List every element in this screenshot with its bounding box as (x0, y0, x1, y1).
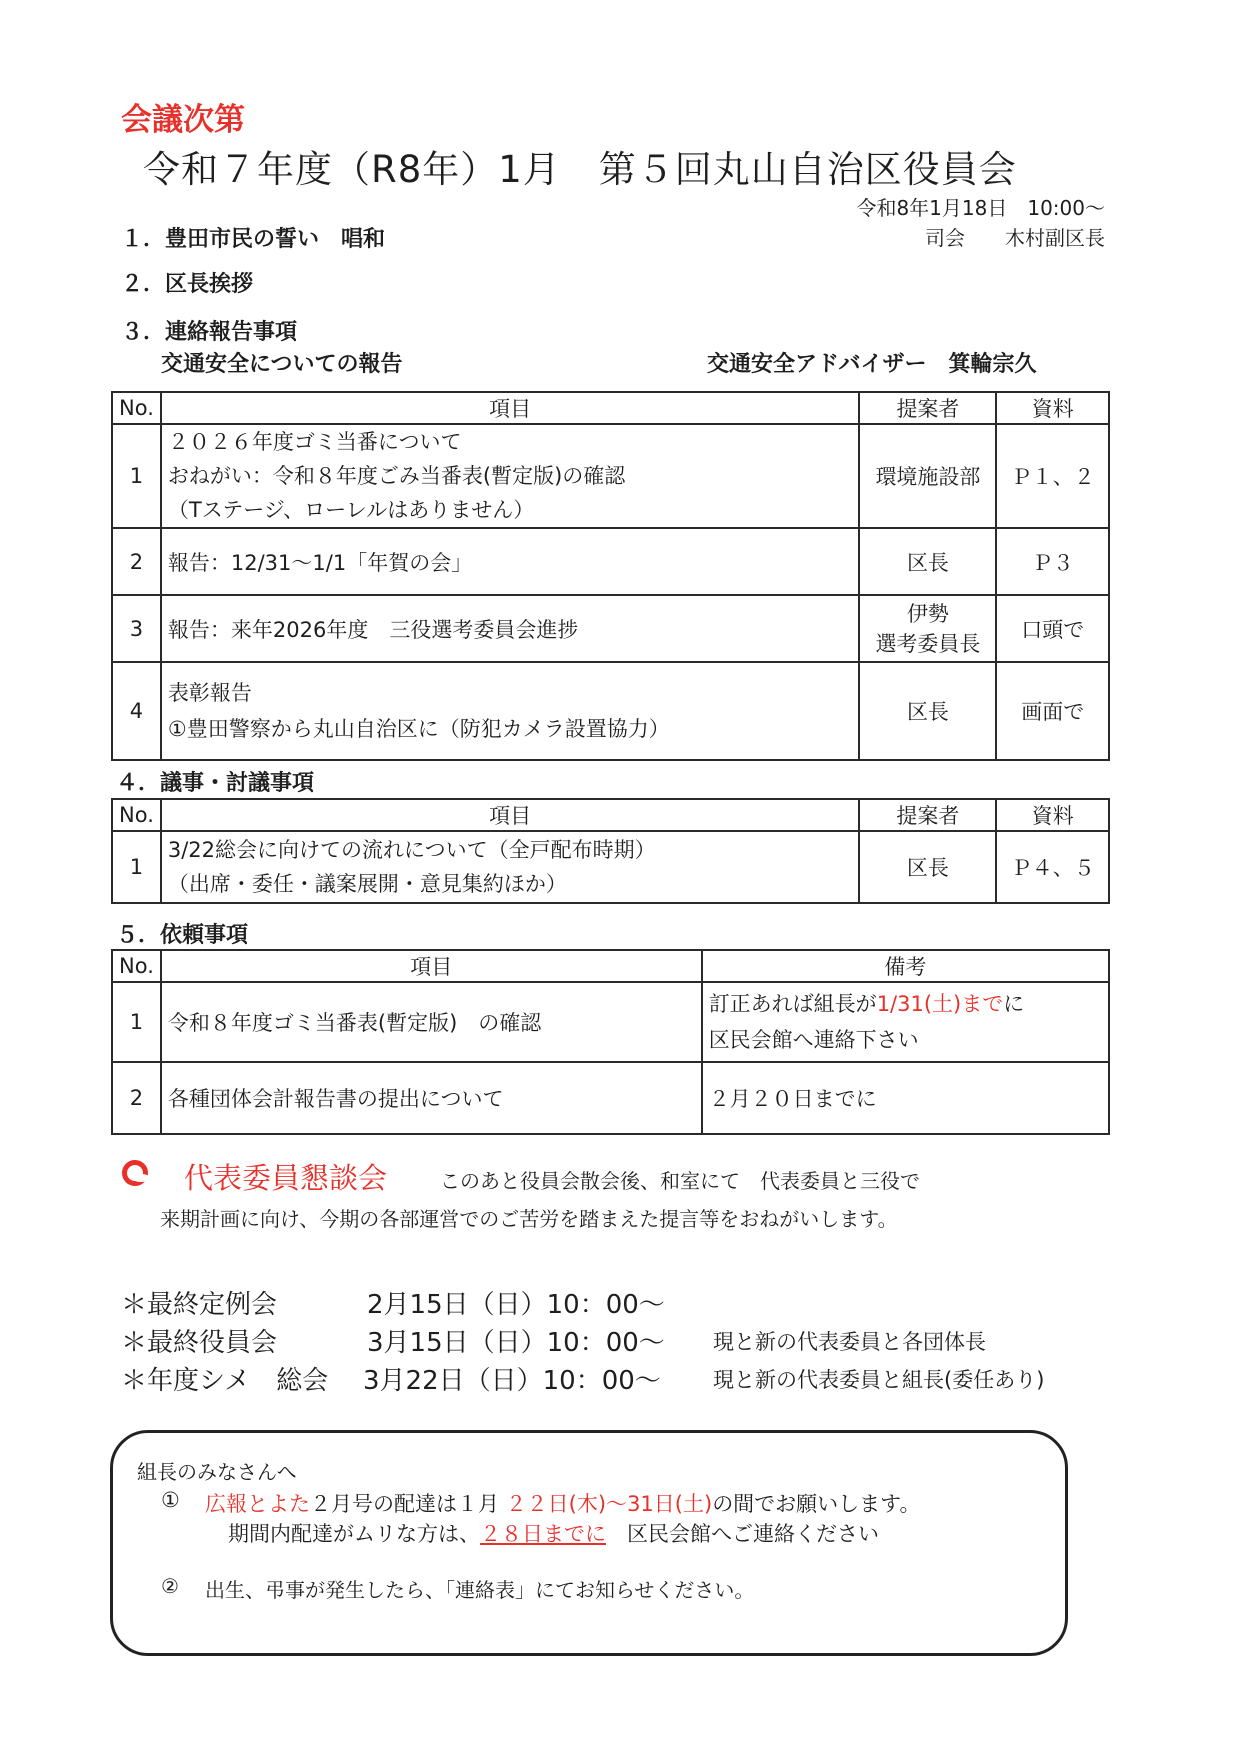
requests-table (111, 949, 1110, 1135)
row-proposer (859, 595, 996, 662)
header-item: 項目 (161, 950, 702, 982)
schedule-date: 2月15日（日）10：00～ (367, 1290, 665, 1320)
header-no: No. (112, 950, 161, 982)
notice-text-line2: 来期計画に向け、今期の各部運営でのご苦労を踏まえた提言等をおねがいします。 (160, 1207, 898, 1231)
row-proposer: 環境施設部 (859, 424, 996, 528)
schedule-label: ＊最終役員会 (121, 1328, 278, 1358)
item-line: 表彰報告 (167, 681, 252, 705)
meeting-meta (856, 193, 1105, 253)
proposer-line: 伊勢 (906, 601, 949, 626)
header-item: 項目 (161, 799, 859, 831)
box-item1-text: ２月号の配達は１月 (310, 1492, 499, 1516)
row-no: 2 (112, 1062, 161, 1134)
box-heading: 組長のみなさんへ (137, 1460, 297, 1484)
discussion-table (111, 798, 1110, 904)
row-item: 報告：来年2026年度 三役選考委員会進捗 (161, 595, 860, 662)
row-material: 画面で (996, 662, 1109, 760)
section-5-heading: ５．依頼事項 (116, 923, 249, 948)
table-row (112, 662, 1109, 760)
table-row (112, 595, 1109, 662)
remark-text: に (1003, 992, 1025, 1016)
row-item: 各種団体会計報告書の提出について (161, 1062, 702, 1134)
box-item1-mark: ① (161, 1488, 180, 1512)
item-line: （Tステージ、ローレルはありません） (167, 498, 535, 522)
table-row (112, 1062, 1109, 1134)
row-no: 4 (112, 662, 161, 760)
row-no: 2 (112, 528, 161, 595)
row-material: 口頭で (996, 595, 1109, 662)
row-remark: ２月２０日までに (702, 1062, 1109, 1134)
section-2-heading: ２．区長挨拶 (121, 272, 254, 297)
section-3-presenter: 交通安全アドバイザー 箕輪宗久 (707, 352, 1037, 377)
row-no: 1 (112, 831, 161, 903)
proposer-line: 選考委員長 (875, 631, 981, 656)
section-1-heading: １．豊田市民の誓い 唱和 (121, 227, 386, 252)
row-remark (702, 982, 1109, 1062)
header-item: 項目 (161, 392, 860, 424)
remark-deadline: 1/31(土)まで (876, 992, 1004, 1016)
header-material: 資料 (996, 392, 1109, 424)
schedule-label: ＊最終定例会 (121, 1290, 278, 1320)
box-item1-line2 (228, 1518, 879, 1548)
document-label: 会議次第 (121, 102, 245, 138)
row-material: Ｐ１、２ (996, 424, 1109, 528)
table-row (112, 424, 1109, 528)
row-material: Ｐ３ (996, 528, 1109, 595)
row-item: 令和８年度ゴミ当番表(暫定版) の確認 (161, 982, 702, 1062)
remark-line (709, 986, 1102, 1022)
item-line: ２０２６年度ゴミ当番について (167, 430, 462, 454)
header-remarks: 備考 (702, 950, 1109, 982)
row-material: Ｐ４、５ (996, 831, 1109, 903)
table-header-row (112, 392, 1109, 424)
row-no: 3 (112, 595, 161, 662)
box-item1-dates: ２２日(木)～31日(土) (505, 1492, 713, 1516)
meeting-datetime: 令和8年1月18日 10:00～ (856, 196, 1105, 220)
row-item: 報告：12/31～1/1「年賀の会」 (161, 528, 860, 595)
notice-text-line1: このあと役員会散会後、和室にて 代表委員と三役で (440, 1169, 920, 1193)
section-3-subheading: 交通安全についての報告 (161, 352, 403, 377)
remark-text: 訂正あれば組長が (708, 992, 877, 1016)
notice-circle-icon (122, 1160, 148, 1186)
row-proposer: 区長 (859, 831, 996, 903)
remark-line: 区民会館へ連絡下さい (708, 1028, 919, 1052)
item-line: ①豊田警察から丸山自治区に（防犯カメラ設置協力） (167, 717, 670, 741)
reports-table (111, 391, 1110, 761)
row-proposer: 区長 (859, 528, 996, 595)
row-no: 1 (112, 424, 161, 528)
box-item1-highlight: 広報とよた (205, 1492, 310, 1516)
row-item (161, 424, 860, 528)
box-item1-deadline: ２８日までに (480, 1522, 606, 1546)
box-item1-text: の間でお願いします。 (712, 1492, 921, 1516)
table-header-row (112, 799, 1109, 831)
box-item1-text: 期間内配達がムリな方は、 (228, 1522, 480, 1546)
table-row (112, 831, 1109, 903)
section-4-heading: ４．議事・討議事項 (116, 771, 315, 796)
notice-title: 代表委員懇談会 (184, 1161, 388, 1195)
schedule-label: ＊年度シメ 総会 (121, 1366, 329, 1396)
header-proposer: 提案者 (859, 799, 996, 831)
schedule-date: 3月15日（日）10：00～ (367, 1328, 665, 1358)
row-no: 1 (112, 982, 161, 1062)
section-3-heading: ３．連絡報告事項 (121, 320, 298, 345)
schedule-date: 3月22日（日）10：00～ (363, 1366, 661, 1396)
item-line: おねがい：令和８年度ごみ当番表(暫定版)の確認 (167, 464, 626, 488)
header-no: No. (112, 799, 161, 831)
box-item2-text: 出生、弔事が発生したら、「連絡表」にてお知らせください。 (205, 1578, 755, 1602)
row-proposer: 区長 (859, 662, 996, 760)
header-proposer: 提案者 (859, 392, 996, 424)
item-line: （出席・委任・議案展開・意見集約ほか） (167, 872, 567, 896)
page-title: 令和７年度（R8年）1月 第５回丸山自治区役員会 (143, 148, 1017, 191)
box-item1-line1 (205, 1488, 921, 1518)
table-row (112, 982, 1109, 1062)
schedule-note: 現と新の代表委員と組長(委任あり) (713, 1368, 1045, 1392)
box-item2-mark: ② (161, 1574, 179, 1598)
row-item (161, 662, 860, 760)
schedule-note: 現と新の代表委員と各団体長 (713, 1330, 986, 1354)
item-line: 3/22総会に向けての流れについて（全戸配布時期） (167, 838, 656, 862)
table-header-row (112, 950, 1109, 982)
row-item (161, 831, 859, 903)
box-item1-text: 区民会館へご連絡ください (627, 1522, 879, 1546)
meeting-chair: 司会 木村副区長 (925, 226, 1105, 250)
header-material: 資料 (996, 799, 1109, 831)
table-row (112, 528, 1109, 595)
header-no: No. (112, 392, 161, 424)
